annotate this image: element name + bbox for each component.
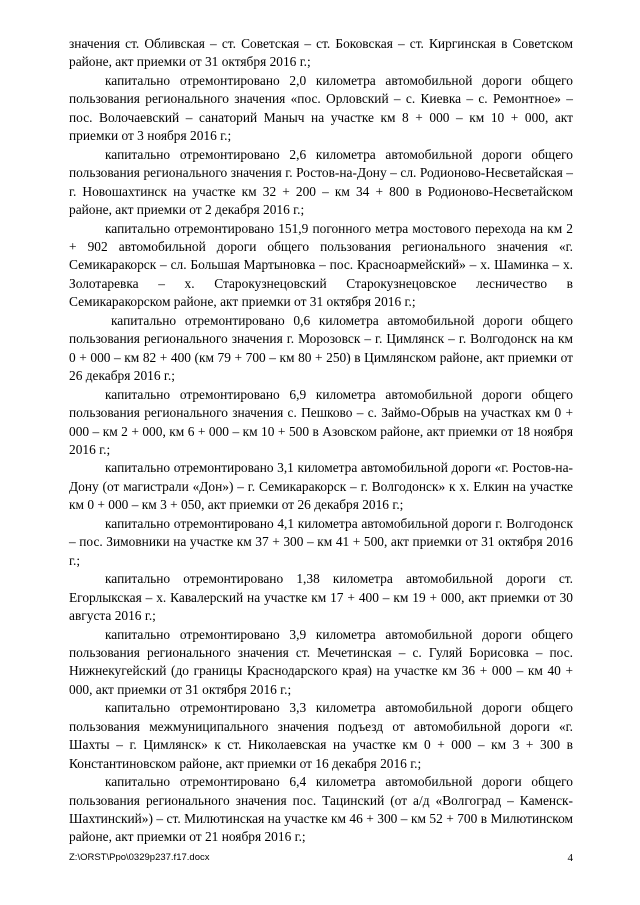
paragraph-bridge-semikarakorsk: капитально отремонтировано 151,9 погонного метра мостового перехода на км 2 + 902 автомобильной дороги общего пользования регионального значения «г. Семикаракорск – сл. Большая Мартыновка – пос. Красноармейский» – х. Шаминка – х. Золотаревка – х. Старокузнецовский Старокузнецовское лесничество в Семикаракорском районе, акт приемки от 31 октября 2016 г.;: [69, 220, 573, 310]
paragraph-continuation: значения ст. Обливская – ст. Советская – ст. Боковская – ст. Киргинская в Советском районе, акт приемки от 31 октября 2016 г.;: [69, 36, 573, 70]
page-number: 4: [567, 852, 573, 864]
footer-file-path: Z:\ORST\Ppo\0329p237.f17.docx: [69, 852, 210, 863]
paragraph-road-peshkovo: капитально отремонтировано 6,9 километра автомобильной дороги общего пользования регионального значения с. Пешково – с. Займо-Обрыв на участках км 0 + 000 – км 2 + 000, км 6 + 000 – км 10 + 500 в Азовском районе, акт приемки от 18 ноября 2016 г.;: [69, 386, 573, 457]
paragraph-road-orlovsky: капитально отремонтировано 2,0 километра автомобильной дороги общего пользования регионального значения «пос. Орловский – с. Киевка – с. Ремонтное» – пос. Волочаевский – санаторий Маныч на участке км 8 + 000 – км 10 + 000, акт приемки от 3 ноября 2016 г.;: [69, 72, 573, 144]
paragraph-road-volgodonsk-zimovniki: капитально отремонтировано 4,1 километра автомобильной дороги г. Волгодонск – пос. Зимовники на участке км 37 + 300 – км 41 + 500, акт приемки от 31 октября 2016 г.;: [69, 515, 573, 568]
paragraph-road-tatsinsky: капитально отремонтировано 6,4 километра автомобильной дороги общего пользования регионального значения пос. Тацинский (от а/д «Волгоград – Каменск-Шахтинский») – ст. Милютинская на участке км 46 + 300 – км 52 + 700 в Милютинском районе, акт приемки от 21 ноября 2016 г.;: [69, 774, 573, 845]
paragraph-road-elkin: капитально отремонтировано 3,1 километра автомобильной дороги «г. Ростов-на-Дону (от магистрали «Дон») – г. Семикаракорск – г. Волгодонск» к х. Елкин на участке км 0 + 000 – км 3 + 050, акт приемки от 26 декабря 2016 г.;: [69, 460, 573, 513]
paragraph-road-egorlykskaya: капитально отремонтировано 1,38 километра автомобильной дороги ст. Егорлыкская – х. Кавалерский на участке км 17 + 400 – км 19 + 000, акт приемки от 30 августа 2016 г.;: [69, 571, 573, 624]
document-body: [69, 35, 573, 847]
paragraph-road-mechetinskaya: капитально отремонтировано 3,9 километра автомобильной дороги общего пользования регионального значения ст. Мечетинская – с. Гуляй Борисовка – пос. Нижнекугейский (до границы Краснодарского края) на участке км 36 + 000 – км 40 + 000, акт приемки от 31 октября 2016 г.;: [69, 626, 573, 697]
paragraph-road-morozovsk: капитально отремонтировано 0,6 километра автомобильной дороги общего пользования регионального значения г. Морозовск – г. Цимлянск – г. Волгодонск на км 0 + 000 – км 82 + 400 (км 79 + 700 – км 80 + 250) в Цимлянском районе, акт приемки от 26 декабря 2016 г.;: [69, 312, 573, 384]
paragraph-road-rostov-rodionovo: капитально отремонтировано 2,6 километра автомобильной дороги общего пользования регионального значения г. Ростов-на-Дону – сл. Родионово-Несветайская – г. Новошахтинск на участке км 32 + 200 – км 34 + 800 в Родионово-Несветайском районе, акт приемки от 2 декабря 2016 г.;: [69, 146, 573, 218]
page-footer: [69, 851, 573, 865]
paragraph-road-nikolaevskaya: капитально отремонтировано 3,3 километра автомобильной дороги общего пользования межмуниципального значения подъезд от автомобильной дороги «г. Шахты – г. Цимлянск» к ст. Николаевская на участке км 0 + 000 – км 3 + 300 в Константиновском районе, акт приемки от 16 декабря 2016 г.;: [69, 700, 573, 771]
